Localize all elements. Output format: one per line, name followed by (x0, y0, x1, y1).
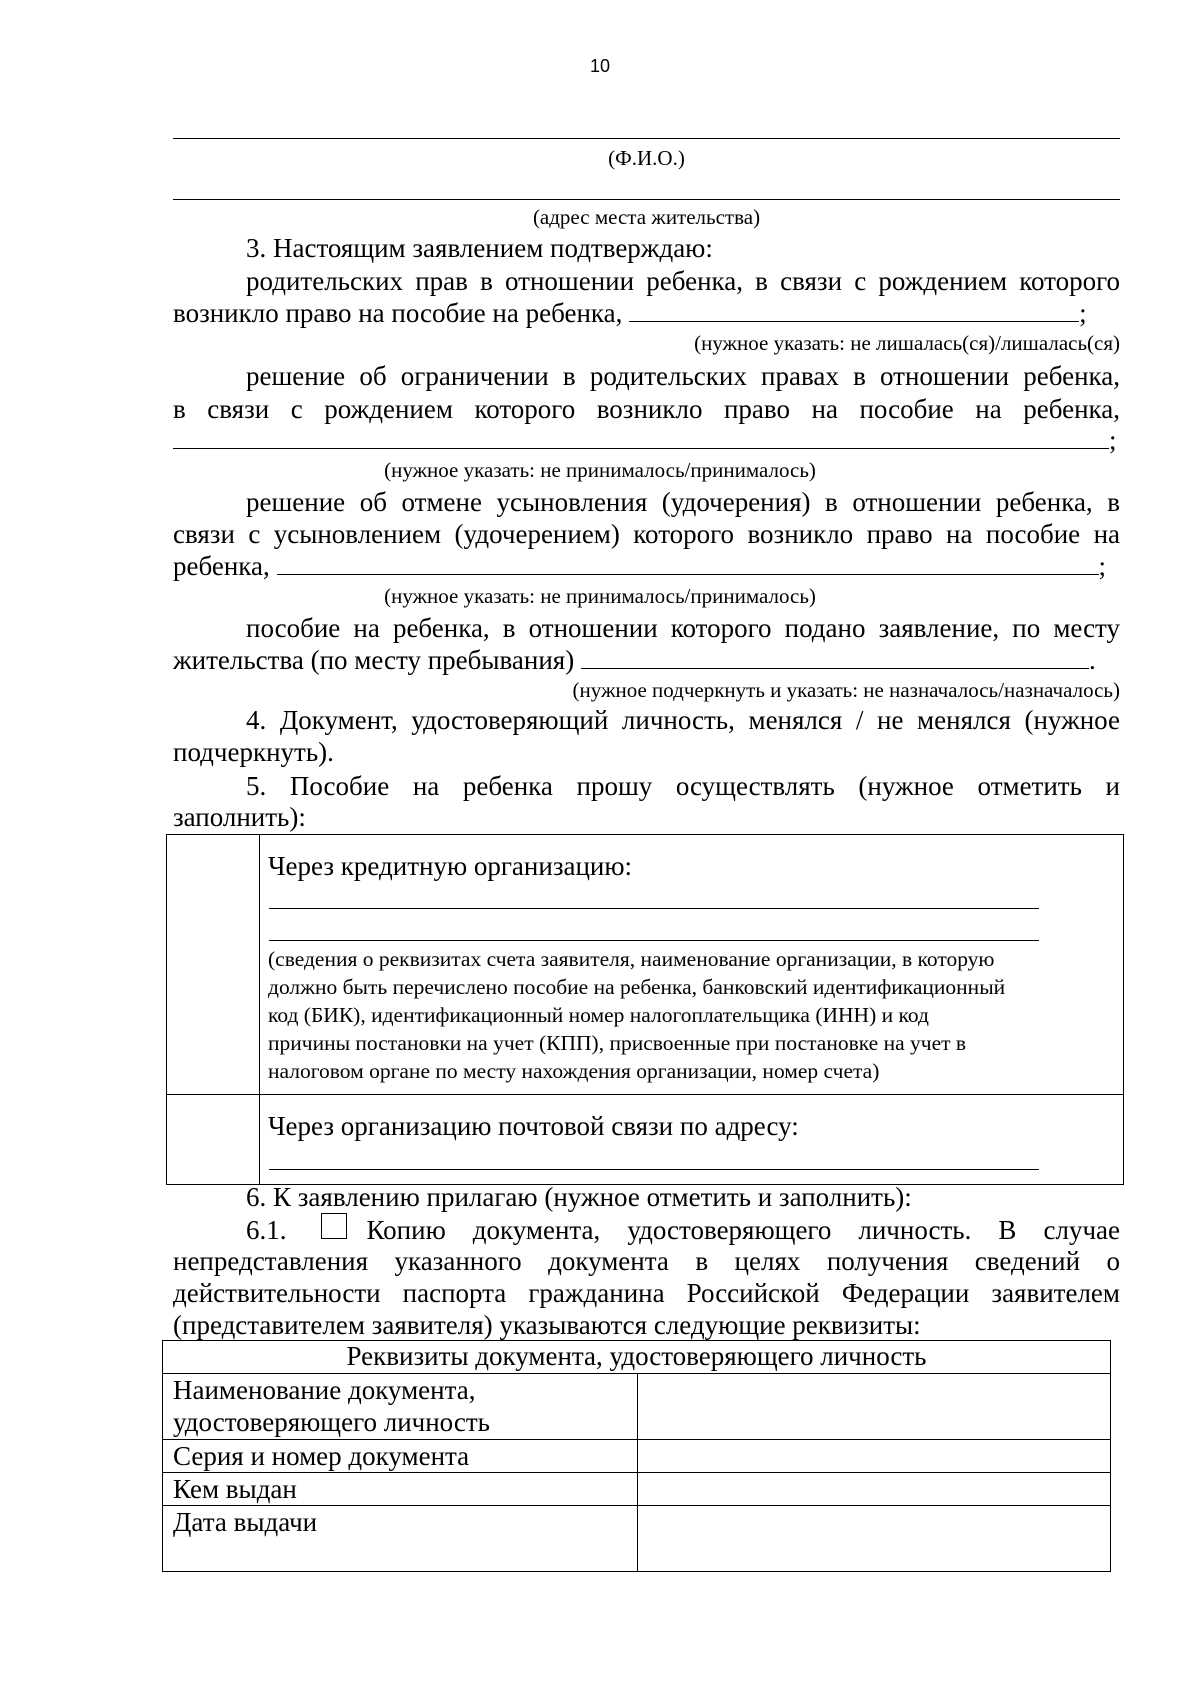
id-document-table (162, 1340, 1111, 1572)
section3-p1-text: возникло право на пособие на ребенка, (173, 298, 623, 328)
payment-method-table (166, 834, 1124, 1185)
bank-option-label: Через кредитную организацию: (268, 851, 633, 881)
post-option-cell (260, 1095, 1124, 1185)
address-caption: (адрес места жительства) (532, 205, 761, 229)
section3-p3-text: ребенка, (173, 551, 270, 581)
section3-p1-line2 (173, 297, 1120, 329)
section3-p4-line1: пособие на ребенка, в отношении которого подано заявление, по месту (246, 613, 1120, 643)
bank-hint-line: причины постановки на учет (КПП), присвоенные при постановке на учет в (268, 1031, 967, 1055)
doc-name-label-line1: Наименование документа, (173, 1375, 476, 1405)
post-address-line[interactable] (269, 1169, 1039, 1170)
address-underline[interactable] (173, 199, 1120, 200)
section3-p3-end: ; (1098, 551, 1107, 581)
issued-by-value[interactable] (638, 1473, 1111, 1506)
series-number-label: Серия и номер документа (163, 1440, 638, 1473)
section3-p2-line1: решение об ограничении в родительских правах в отношении ребенка, (246, 361, 1120, 391)
id-copy-checkbox[interactable] (321, 1213, 347, 1239)
series-number-value[interactable] (638, 1440, 1111, 1473)
section6-heading: 6. К заявлению прилагаю (нужное отметить и заполнить): (246, 1182, 912, 1212)
bank-hint-line: (сведения о реквизитах счета заявителя, наименование организации, в которую (268, 947, 995, 971)
issued-by-label: Кем выдан (163, 1473, 638, 1506)
section3-p2-end: ; (1109, 425, 1117, 455)
section6-item-text: Копию документа, удостоверяющего личность. В случае (366, 1215, 1120, 1245)
bank-option-checkbox-cell[interactable] (167, 835, 260, 1095)
bank-hint-line: должно быть перечислено пособие на ребенка, банковский идентификационный (268, 975, 1006, 999)
section3-p4-line2 (173, 644, 1120, 676)
section5-line1: 5. Пособие на ребенка прошу осуществлять (нужное отметить и (246, 771, 1120, 801)
section6-item-line1 (173, 1213, 1120, 1246)
section6-item-line4: (представителем заявителя) указываются следующие реквизиты: (173, 1310, 921, 1340)
section3-heading: 3. Настоящим заявлением подтверждаю: (246, 233, 713, 263)
bank-hint-line: налоговом органе по месту нахождения организации, номер счета) (268, 1059, 880, 1083)
section3-p3-hint: (нужное указать: не принималось/принималось) (384, 584, 816, 608)
bank-details-line-1[interactable] (269, 908, 1039, 909)
section4-line2: подчеркнуть). (173, 737, 334, 767)
issue-date-label: Дата выдачи (163, 1506, 638, 1572)
section6-item-line3: действительности паспорта гражданина Российской Федерации заявителем (173, 1278, 1120, 1308)
issue-date-value[interactable] (638, 1506, 1111, 1572)
section3-p1-hint: (нужное указать: не лишалась(ся)/лишалась(ся) (694, 331, 1120, 355)
bank-option-cell (260, 835, 1124, 1095)
section6-item-line2: непредставления указанного документа в целях получения сведений о (173, 1246, 1120, 1276)
id-table-header: Реквизиты документа, удостоверяющего личность (163, 1341, 1111, 1374)
section3-p4-end: . (1088, 645, 1096, 675)
bank-hint-line: код (БИК), идентификационный номер налогоплательщика (ИНН) и код (268, 1003, 929, 1027)
section3-p2-hint: (нужное указать: не принималось/принималось) (384, 458, 816, 482)
section3-p1-line1: родительских прав в отношении ребенка, в связи с рождением которого (246, 266, 1120, 296)
bank-hint (261, 945, 1122, 1085)
section3-p3-line1: решение об отмене усыновления (удочерения) в отношении ребенка, в (246, 487, 1120, 517)
fio-caption: (Ф.И.О.) (608, 146, 685, 170)
doc-name-label-line2: удостоверяющего личность (173, 1407, 490, 1437)
post-option-checkbox-cell[interactable] (167, 1095, 260, 1185)
fio-underline[interactable] (173, 138, 1120, 139)
post-option-label: Через организацию почтовой связи по адресу: (268, 1111, 799, 1141)
bank-details-line-2[interactable] (269, 940, 1039, 941)
restriction-decision-field[interactable] (173, 424, 1109, 449)
doc-name-value[interactable] (638, 1374, 1111, 1440)
section5-line2: заполнить): (173, 802, 306, 832)
section3-p2-line3 (173, 424, 1120, 456)
section6-item-number: 6.1. (246, 1215, 287, 1245)
id-table-row-label (163, 1374, 638, 1440)
section3-p3-line3 (173, 550, 1120, 582)
section3-p2-line2: в связи с рождением которого возникло право на пособие на ребенка, (173, 394, 1120, 424)
parental-rights-field[interactable] (629, 297, 1079, 322)
section4-line1: 4. Документ, удостоверяющий личность, менялся / не менялся (нужное (246, 705, 1120, 735)
section3-p4-text: жительства (по месту пребывания) (173, 645, 575, 675)
section3-p3-line2: связи с усыновлением (удочерением) которого возникло право на пособие на (173, 519, 1120, 549)
section3-p1-end: ; (1079, 298, 1087, 328)
adoption-cancel-field[interactable] (277, 550, 1099, 575)
benefit-status-field[interactable] (581, 644, 1089, 669)
page-number: 10 (589, 56, 611, 76)
section3-p4-hint: (нужное подчеркнуть и указать: не назначалось/назначалось) (572, 678, 1120, 702)
